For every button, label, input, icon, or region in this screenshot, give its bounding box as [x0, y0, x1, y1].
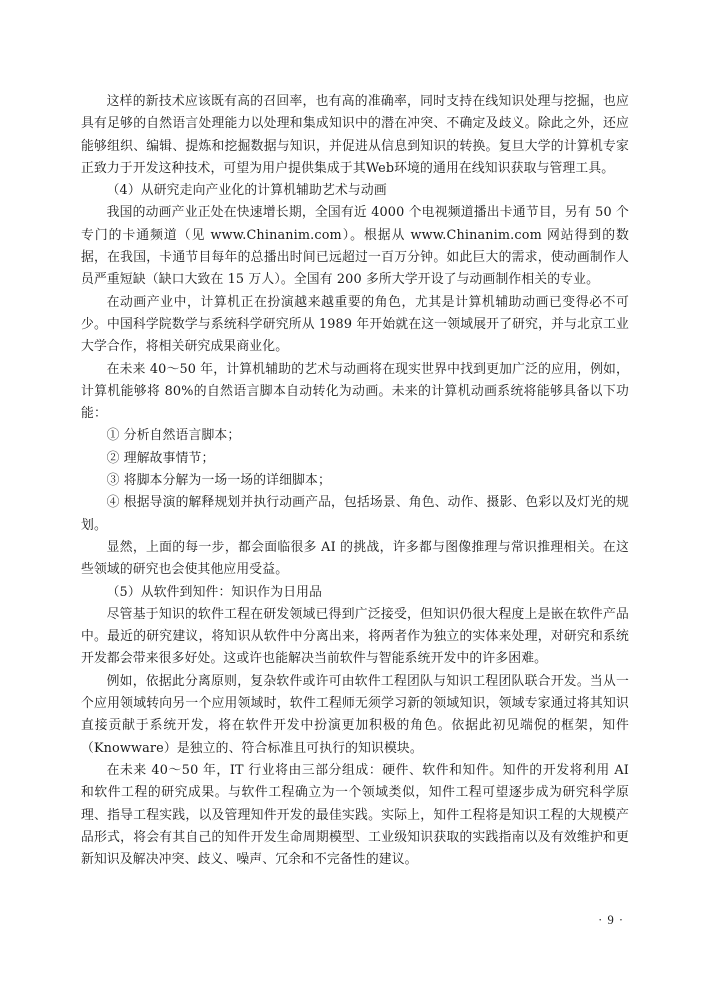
- list-item-split-script: ③ 将脚本分解为一场一场的详细脚本；: [106, 473, 331, 489]
- document-body: [81, 91, 629, 871]
- paragraph-knowledge-tools: 这样的新技术应该既有高的召回率，也有高的准确率，同时支持在线知识处理与挖掘，也应具有足够的自然语言处理能力以处理和集成知识中的潜在冲突、不确定及歧义。除此之外，还应能够组织、编辑、提炼和挖掘数据与知识，并促进从信息到知识的转换。复旦大学的计算机专家正致力于开发这种技术，可望为用户提供集成于其Web环境的通用在线知识获取与管理工具。: [81, 94, 629, 176]
- paragraph-it-future: 在未来 40～50 年，IT 行业将由三部分组成：硬件、软件和知件。知件的开发将利用 AI 和软件工程的研究成果。与软件工程确立为一个领域类似，知件工程可望逐步成为研究科学原理、指导工程实践，以及管理知件开发的最佳实践。实际上，知件工程将是知识工程的大规模产品形式，将会有其自己的知件开发生命周期模型、工业级知识获取的实践指南以及有效维护和更新知识及解决冲突、歧义、噪声、冗余和不完备性的建议。: [81, 762, 629, 868]
- paragraph-computer-role: 在动画产业中，计算机正在扮演越来越重要的角色，尤其是计算机辅助动画已变得必不可少。中国科学院数学与系统科学研究所从 1989 年开始就在这一领域展开了研究，并与北京工业大学合作，将相关研究成果商业化。: [81, 294, 629, 355]
- paragraph-future-animation: 在未来 40～50 年，计算机辅助的艺术与动画将在现实世界中找到更加广泛的应用，例如，计算机能够将 80%的自然语言脚本自动转化为动画。未来的计算机动画系统将能够具备以下功能：: [81, 361, 629, 422]
- paragraph-animation-industry: 我国的动画产业正处在快速增长期，全国有近 4000 个电视频道播出卡通节目，另有 50 个专门的卡通频道（见 www.Chinanim.com）。根据从 www.Chinanim.com 网站得到的数据，在我国，卡通节目每年的总播出时间已远超过一百万分钟。如此巨大的需求，使动画制作人员严重短缺（缺口大致在 15 万人）。全国有 200 多所大学开设了与动画制作相关的专业。: [81, 205, 629, 288]
- list-item-understand-story: ② 理解故事情节；: [106, 450, 215, 466]
- paragraph-knowledge-software: 尽管基于知识的软件工程在研发领域已得到广泛接受，但知识仍很大程度上是嵌在软件产品中。最近的研究建议，将知识从软件中分离出来，将两者作为独立的实体来处理，对研究和系统开发都会带来很多好处。这或许也能解决当前软件与智能系统开发中的许多困难。: [81, 606, 629, 667]
- list-item-plan-production: ④ 根据导演的解释规划并执行动画产品，包括场景、角色、动作、摄影、色彩以及灯光的规划。: [81, 495, 629, 533]
- section-heading-animation: （4）从研究走向产业化的计算机辅助艺术与动画: [106, 183, 387, 199]
- page-number: · 9 ·: [598, 913, 624, 927]
- list-item-analyze-script: ① 分析自然语言脚本；: [106, 428, 241, 444]
- section-heading-knowware: （5）从软件到知件：知识作为日用品: [106, 584, 323, 600]
- paragraph-separation-principle: 例如，依据此分离原则，复杂软件或许可由软件工程团队与知识工程团队联合开发。当从一个应用领域转向另一个应用领域时，软件工程师无须学习新的领域知识，领域专家通过将其知识直接贡献于系统开发，将在软件开发中扮演更加积极的角色。依据此初见端倪的框架，知件（Knowware）是独立的、符合标准且可执行的知识模块。: [81, 673, 629, 756]
- paragraph-ai-challenges: 显然，上面的每一步，都会面临很多 AI 的挑战，许多都与图像推理与常识推理相关。在这些领域的研究也会使其他应用受益。: [81, 539, 629, 578]
